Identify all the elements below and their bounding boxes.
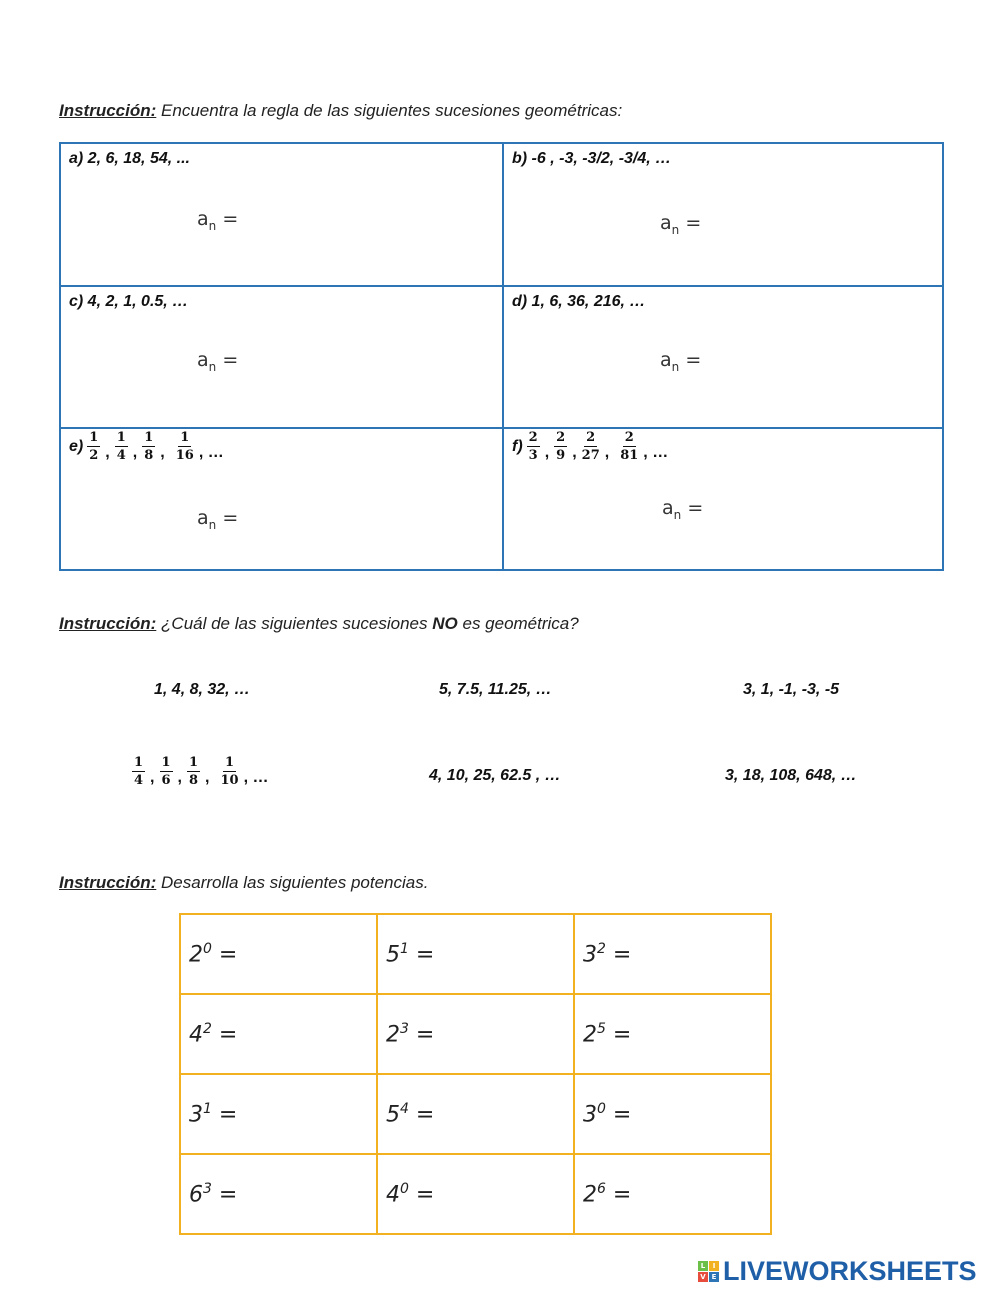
option-3[interactable]: 3, 1, -1, -3, -5 xyxy=(743,681,840,698)
fraction: $\frac{1}{4}$ xyxy=(116,430,126,463)
fraction: $\frac{2}{3}$ xyxy=(528,430,538,463)
table-row xyxy=(180,1074,771,1154)
power-cell[interactable]: $2^3$ = xyxy=(377,994,574,1074)
logo-text: LIVEWORKSHEETS xyxy=(723,1256,977,1286)
instruction-label: Instrucción: xyxy=(59,101,157,120)
instruction-3 xyxy=(59,873,428,893)
power-cell[interactable]: $3^1$ = xyxy=(180,1074,377,1154)
power-cell[interactable]: $4^0$ = xyxy=(377,1154,574,1234)
sequence-f: f) $\frac{2}{3}$ , $\frac{2}{9}$ , $\frac{2}{27}$ , $\frac{2}{81}$ , … xyxy=(512,430,669,463)
power-cell[interactable]: $3^2$ = xyxy=(574,914,771,994)
fraction: $\frac{1}{10}$ xyxy=(220,755,239,788)
power-cell[interactable]: $5^1$ = xyxy=(377,914,574,994)
fraction: $\frac{1}{4}$ xyxy=(134,755,144,788)
fraction: $\frac{1}{2}$ xyxy=(89,430,99,463)
power-cell[interactable]: $2^6$ = xyxy=(574,1154,771,1234)
power-cell[interactable]: $2^0$ = xyxy=(180,914,377,994)
sequence-cell-c xyxy=(61,287,502,429)
instruction-1 xyxy=(59,101,622,121)
an-answer-field[interactable]: $a_n$ = xyxy=(662,497,704,522)
instruction-label: Instrucción: xyxy=(59,614,157,633)
power-cell[interactable]: $3^0$ = xyxy=(574,1074,771,1154)
table-row xyxy=(180,1154,771,1234)
an-answer-field[interactable]: $a_n$ = xyxy=(197,208,239,233)
instruction-text: Desarrolla las siguientes potencias. xyxy=(161,873,429,892)
table-row xyxy=(180,994,771,1074)
instruction-emphasis: NO xyxy=(432,614,458,633)
instruction-text: Encuentra la regla de las siguientes sucesiones geométricas: xyxy=(161,101,623,120)
option-2[interactable]: 5, 7.5, 11.25, … xyxy=(439,681,552,698)
logo-blocks-icon: L I V E xyxy=(698,1261,719,1282)
sequence-c: c) 4, 2, 1, 0.5, … xyxy=(69,293,189,310)
fraction: $\frac{1}{16}$ xyxy=(175,430,194,463)
option-5[interactable]: 4, 10, 25, 62.5 , … xyxy=(429,767,561,784)
fraction: $\frac{1}{8}$ xyxy=(189,755,199,788)
an-answer-field[interactable]: $a_n$ = xyxy=(197,507,239,532)
sequence-cell-a xyxy=(61,144,502,286)
instruction-text: es geométrica? xyxy=(462,614,579,633)
sequence-a: a) 2, 6, 18, 54, ... xyxy=(69,150,190,167)
sequence-e: e) $\frac{1}{2}$ , $\frac{1}{4}$ , $\frac{1}{8}$ , $\frac{1}{16}$ , … xyxy=(69,430,224,463)
sequence-cell-e xyxy=(61,429,502,571)
an-answer-field[interactable]: $a_n$ = xyxy=(660,212,702,237)
sequence-grid xyxy=(59,142,944,571)
sequence-b: b) -6 , -3, -3/2, -3/4, … xyxy=(512,150,672,167)
sequence-cell-f xyxy=(504,429,945,571)
liveworksheets-logo xyxy=(698,1256,977,1287)
power-cell[interactable]: $2^5$ = xyxy=(574,994,771,1074)
power-cell[interactable]: $4^2$ = xyxy=(180,994,377,1074)
an-answer-field[interactable]: $a_n$ = xyxy=(197,349,239,374)
option-4[interactable]: $\frac{1}{4}$ , $\frac{1}{6}$ , $\frac{1}{8}$ , $\frac{1}{10}$ , … xyxy=(134,755,269,788)
fraction: $\frac{2}{27}$ xyxy=(581,430,600,463)
fraction: $\frac{2}{81}$ xyxy=(620,430,639,463)
powers-table xyxy=(179,913,772,1235)
an-answer-field[interactable]: $a_n$ = xyxy=(660,349,702,374)
fraction: $\frac{1}{8}$ xyxy=(144,430,154,463)
power-cell[interactable]: $5^4$ = xyxy=(377,1074,574,1154)
fraction: $\frac{1}{6}$ xyxy=(161,755,171,788)
instruction-2 xyxy=(59,614,579,634)
instruction-text: ¿Cuál de las siguientes sucesiones xyxy=(161,614,428,633)
power-cell[interactable]: $6^3$ = xyxy=(180,1154,377,1234)
table-row xyxy=(180,914,771,994)
option-1[interactable]: 1, 4, 8, 32, … xyxy=(154,681,251,698)
sequence-cell-b xyxy=(504,144,945,286)
fraction: $\frac{2}{9}$ xyxy=(556,430,566,463)
option-6[interactable]: 3, 18, 108, 648, … xyxy=(725,767,857,784)
instruction-label: Instrucción: xyxy=(59,873,157,892)
sequence-d: d) 1, 6, 36, 216, … xyxy=(512,293,646,310)
sequence-cell-d xyxy=(504,287,945,429)
